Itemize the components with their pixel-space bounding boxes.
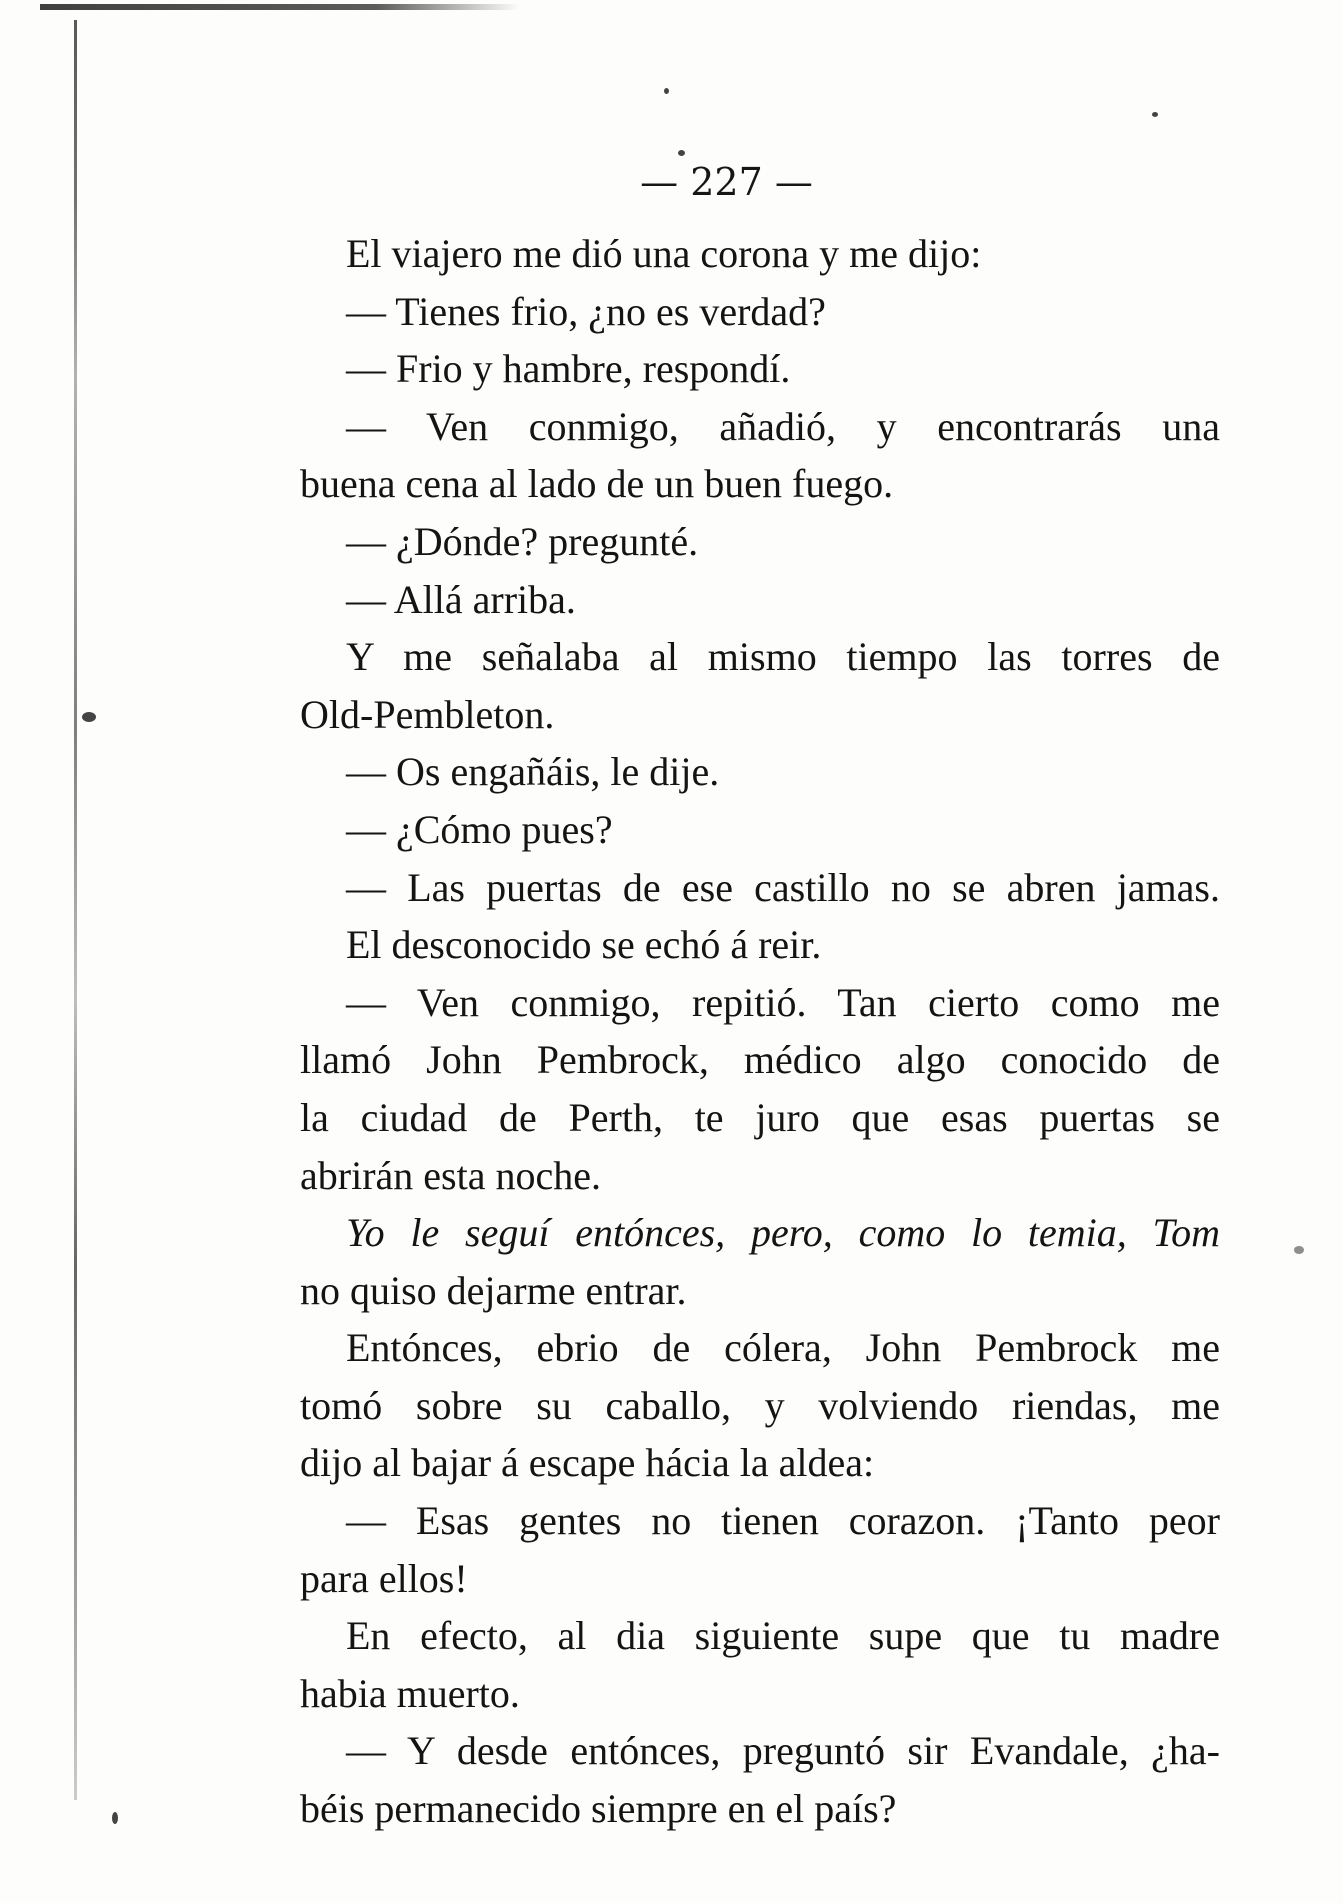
text-line: En efecto, al dia siguiente supe que tu madre <box>346 1613 1220 1659</box>
text-line: — Y desde entónces, preguntó sir Evandale, ¿ha- <box>346 1728 1220 1774</box>
text-line: — Ven conmigo, añadió, y encontrarás una <box>346 403 1220 449</box>
text-line: — Tienes frio, ¿no es verdad? <box>346 288 826 334</box>
text-line: abrirán esta noche. <box>300 1152 601 1198</box>
text-line: — Allá arriba. <box>346 576 576 622</box>
text-line: béis permanecido siempre en el país? <box>300 1786 897 1832</box>
text-line: — Frio y hambre, respondí. <box>346 346 791 392</box>
top-edge-mark <box>40 4 520 10</box>
text-line: Entónces, ebrio de cólera, John Pembrock me <box>346 1325 1220 1371</box>
page-number: — 227 — <box>640 160 813 204</box>
ink-speck <box>1294 1246 1304 1254</box>
text-line: Old-Pembleton. <box>300 691 555 737</box>
text-line: habia muerto. <box>300 1670 520 1716</box>
ink-speck <box>1152 112 1158 117</box>
text-line: El viajero me dió una corona y me dijo: <box>346 231 982 276</box>
text-line: la ciudad de Perth, te juro que esas puertas se <box>300 1094 1220 1140</box>
text-line: tomó sobre su caballo, y volviendo riendas, me <box>300 1382 1220 1428</box>
binding-edge <box>74 20 77 1800</box>
text-line: Y me señalaba al mismo tiempo las torres de <box>346 634 1220 680</box>
ink-speck <box>664 88 669 94</box>
text-line: — Las puertas de ese castillo no se abren jamas. <box>346 864 1220 910</box>
text-line: El desconocido se echó á reir. <box>346 922 822 968</box>
ink-speck <box>82 712 96 722</box>
text-line: llamó John Pembrock, médico algo conocido de <box>300 1037 1220 1083</box>
text-line: no quiso dejarme entrar. <box>300 1267 687 1313</box>
text-line: buena cena al lado de un buen fuego. <box>300 461 894 507</box>
text-line: — Os engañáis, le dije. <box>346 749 720 795</box>
text-line: — ¿Cómo pues? <box>346 806 613 852</box>
text-line: — Esas gentes no tienen corazon. ¡Tanto peor <box>346 1498 1220 1544</box>
ink-speck <box>112 1812 118 1824</box>
body-text <box>300 225 1220 1838</box>
text-line: Yo le seguí entónces, pero, como lo temia, Tom <box>346 1210 1220 1256</box>
text-line: dijo al bajar á escape hácia la aldea: <box>300 1440 875 1486</box>
text-line: — Ven conmigo, repitió. Tan cierto como me <box>346 979 1220 1025</box>
ink-speck <box>678 150 685 156</box>
text-line: — ¿Dónde? pregunté. <box>346 518 699 564</box>
text-line: para ellos! <box>300 1555 468 1601</box>
